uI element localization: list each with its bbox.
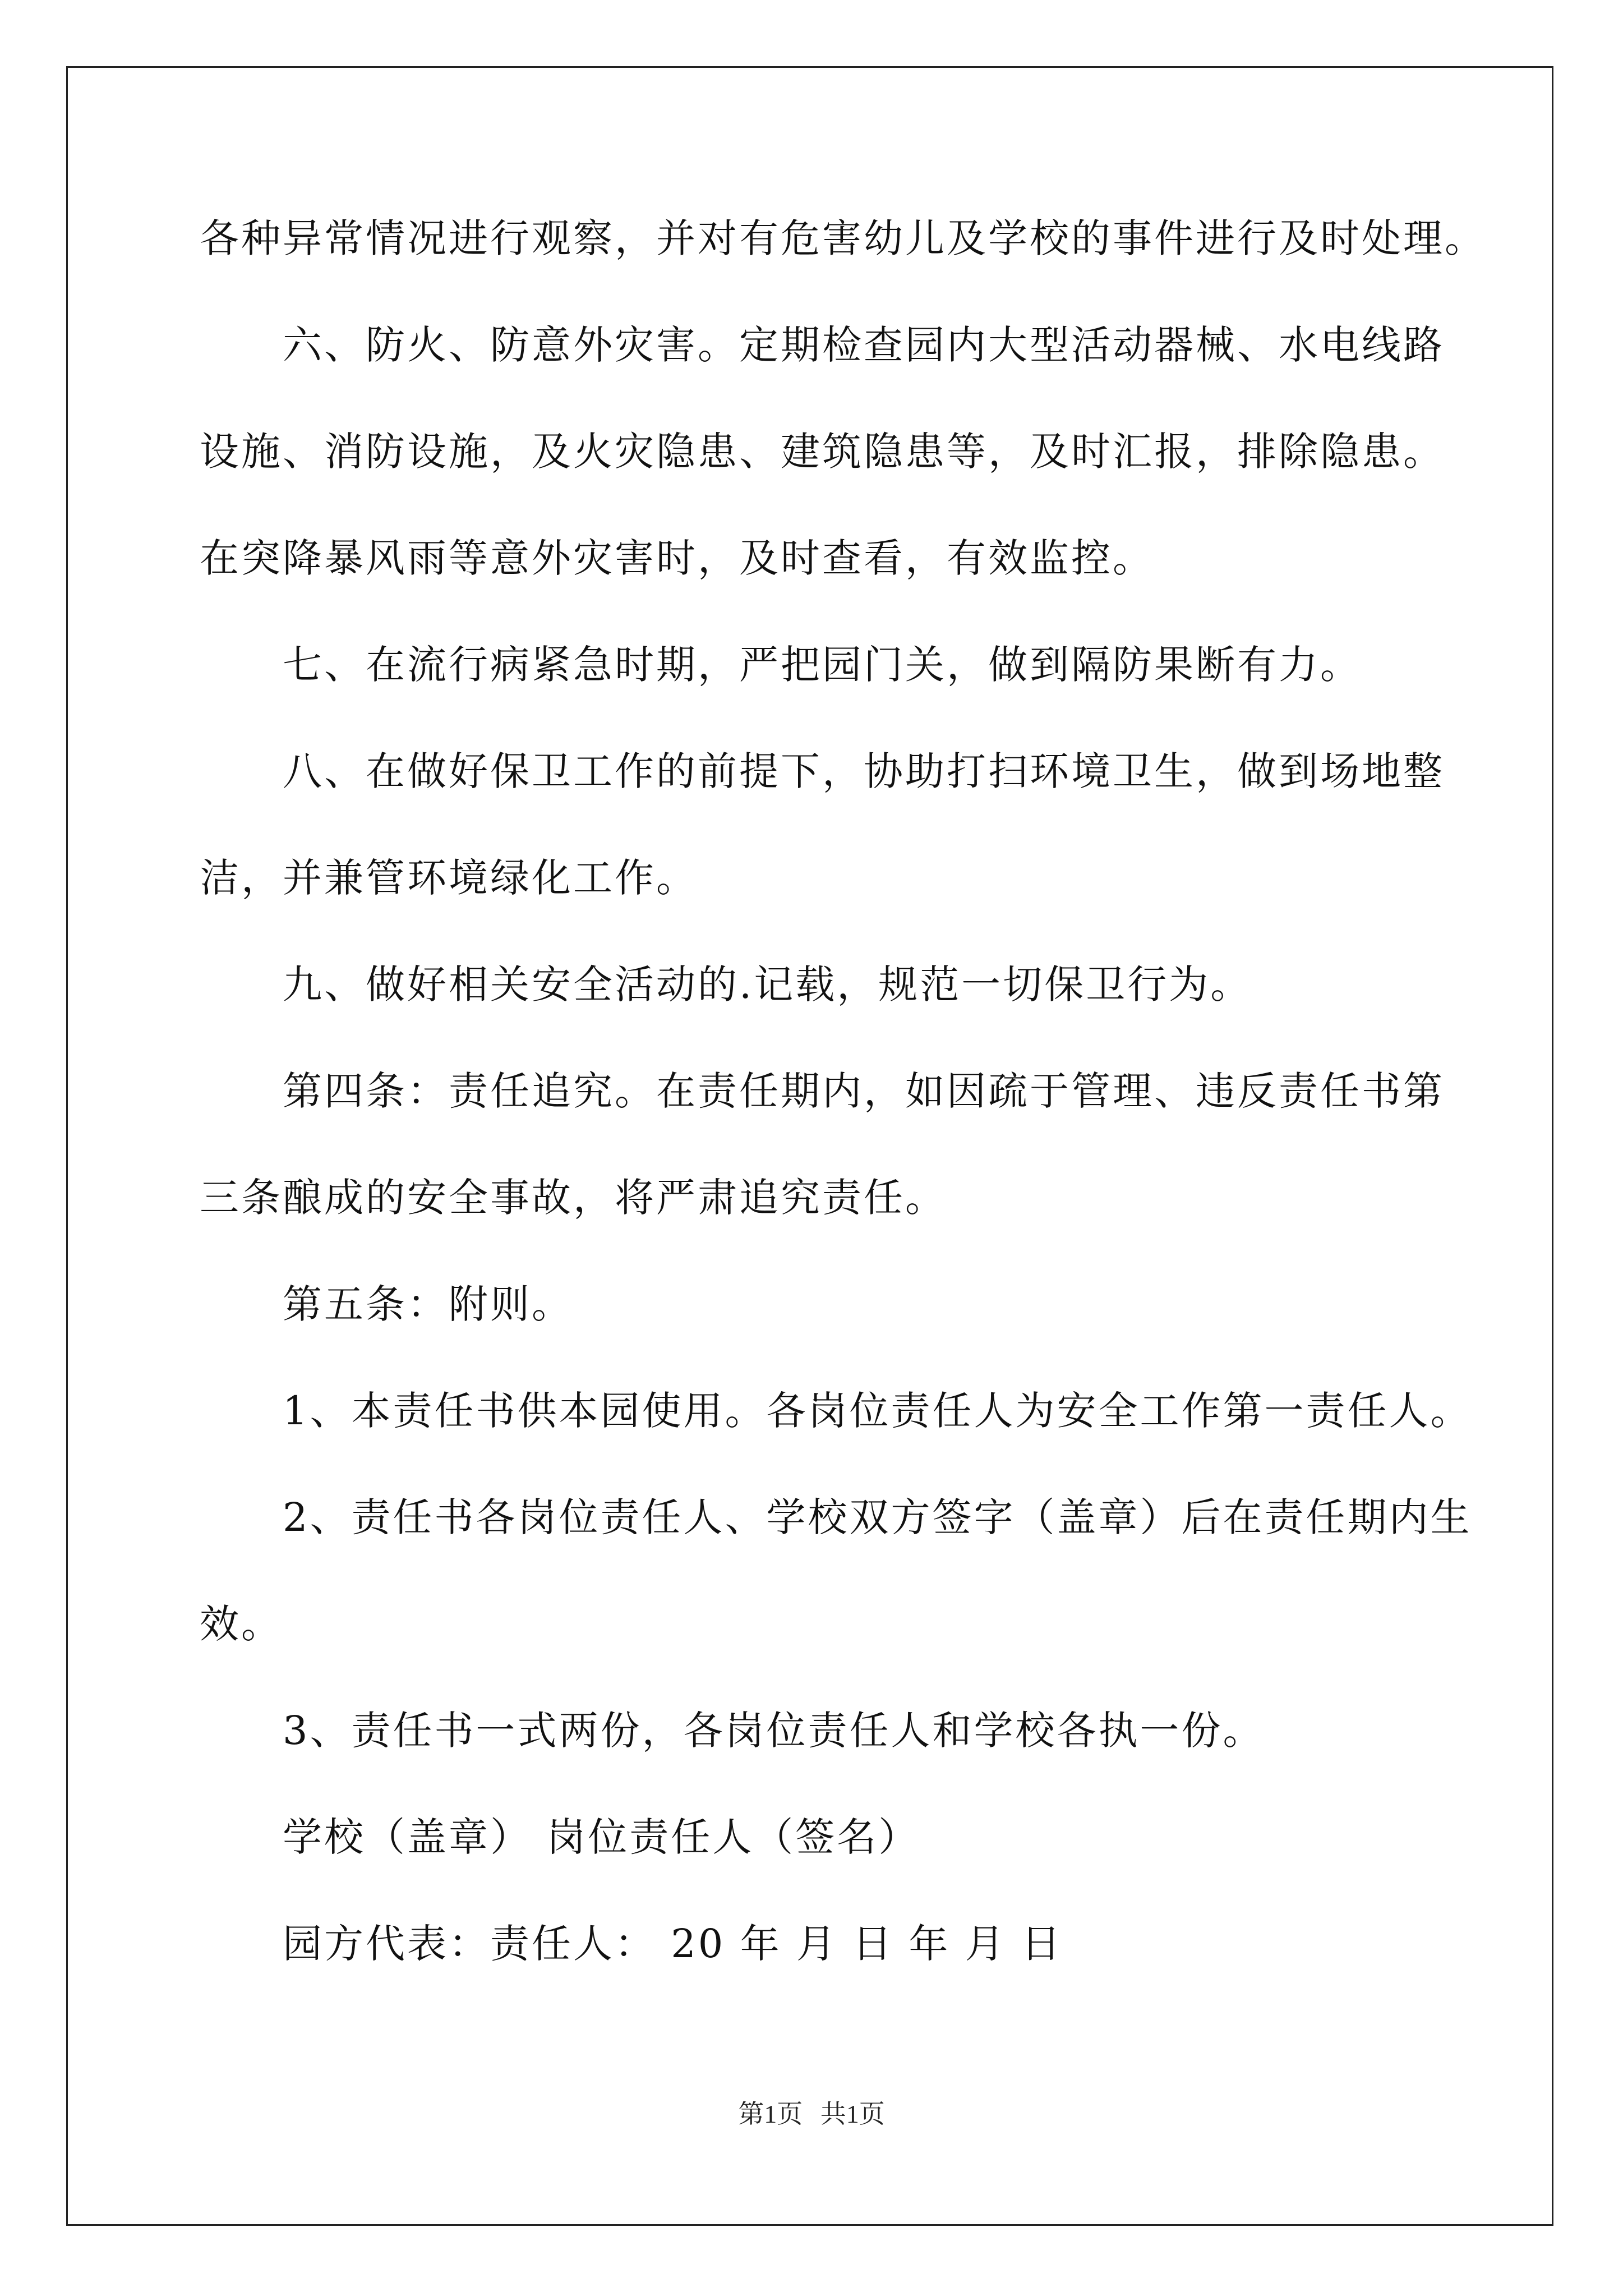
paragraph-line: 效。 — [200, 1601, 283, 1647]
paragraph-line: 1、本责任书供本园使用。各岗位责任人为安全工作第一责任人。 — [283, 1388, 1472, 1434]
paragraph-line: 各种异常情况进行观察，并对有危害幼儿及学校的事件进行及时处理。 — [200, 215, 1486, 261]
paragraph-line: 第四条：责任追究。在责任期内，如因疏于管理、违反责任书第 — [283, 1068, 1445, 1114]
page-total: 共1页 — [820, 2100, 885, 2128]
signature-line: 学校（盖章） 岗位责任人（签名） — [283, 1814, 920, 1860]
paragraph-line: 七、在流行病紧急时期，严把园门关，做到隔防果断有力。 — [283, 642, 1362, 688]
paragraph-line: 第五条：附则。 — [283, 1281, 573, 1327]
page-number: 第1页 — [738, 2100, 803, 2128]
paragraph-line: 在突降暴风雨等意外灾害时，及时查看，有效监控。 — [200, 535, 1154, 581]
paragraph-line: 2、责任书各岗位责任人、学校双方签字（盖章）后在责任期内生 — [283, 1494, 1472, 1540]
paragraph-line: 九、做好相关安全活动的.记载，规范一切保卫行为。 — [283, 961, 1252, 1007]
date-line: 园方代表：责任人： 20 年 月 日 年 月 日 — [283, 1921, 1063, 1967]
page-border — [66, 66, 1553, 2226]
paragraph-line: 洁，并兼管环境绿化工作。 — [200, 855, 698, 901]
paragraph-line: 三条酿成的安全事故，将严肃追究责任。 — [200, 1175, 947, 1221]
paragraph-line: 3、责任书一式两份，各岗位责任人和学校各执一份。 — [283, 1708, 1265, 1754]
paragraph-line: 设施、消防设施，及火灾隐患、建筑隐患等，及时汇报，排除隐患。 — [200, 429, 1445, 475]
paragraph-line: 六、防火、防意外灾害。定期检查园内大型活动器械、水电线路 — [283, 322, 1445, 368]
page-footer — [0, 2093, 1623, 2131]
paragraph-line: 八、在做好保卫工作的前提下，协助打扫环境卫生，做到场地整 — [283, 748, 1445, 794]
